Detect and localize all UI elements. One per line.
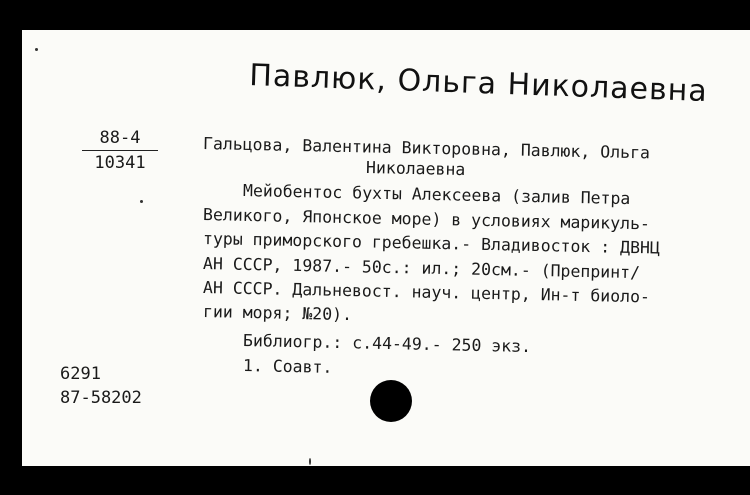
- handwritten-heading: Павлюк, Ольга Николаевна: [248, 58, 709, 109]
- description-line-5: АН СССР. Дальневост. науч. центр, Ин-т биоло-: [202, 278, 651, 307]
- description-line-2: Великого, Японское море) в условиях марикуль-: [202, 205, 651, 234]
- inventory-code-1: 6291: [60, 364, 101, 384]
- punch-hole: [370, 380, 412, 422]
- shelf-mark: [82, 128, 158, 174]
- description-line-1: Мейобентос бухты Алексеева (залив Петра: [242, 181, 631, 209]
- description-line-3: туры приморского гребешка.- Владивосток : ДВНЦ: [202, 229, 661, 258]
- ink-speck: [309, 458, 311, 465]
- shelf-mark-top: 88-4: [82, 128, 158, 151]
- authors-line-1: Гальцова, Валентина Викторовна, Павлюк, Ольга: [202, 134, 651, 163]
- inventory-codes: [60, 362, 142, 410]
- ink-speck: [35, 48, 38, 51]
- subject-entry: 1. Соавт.: [242, 356, 333, 377]
- shelf-mark-bottom: 10341: [94, 153, 146, 173]
- ink-speck: [140, 200, 143, 203]
- authors-line-2: Николаевна: [365, 158, 466, 180]
- description-line-6: гии моря; №20).: [202, 302, 353, 325]
- bibliography-note: Библиогр.: с.44-49.- 250 экз.: [242, 331, 532, 357]
- description-line-4: АН СССР, 1987.- 50с.: ил.; 20см.- (Препринт/: [202, 254, 641, 283]
- inventory-code-2: 87-58202: [60, 388, 142, 408]
